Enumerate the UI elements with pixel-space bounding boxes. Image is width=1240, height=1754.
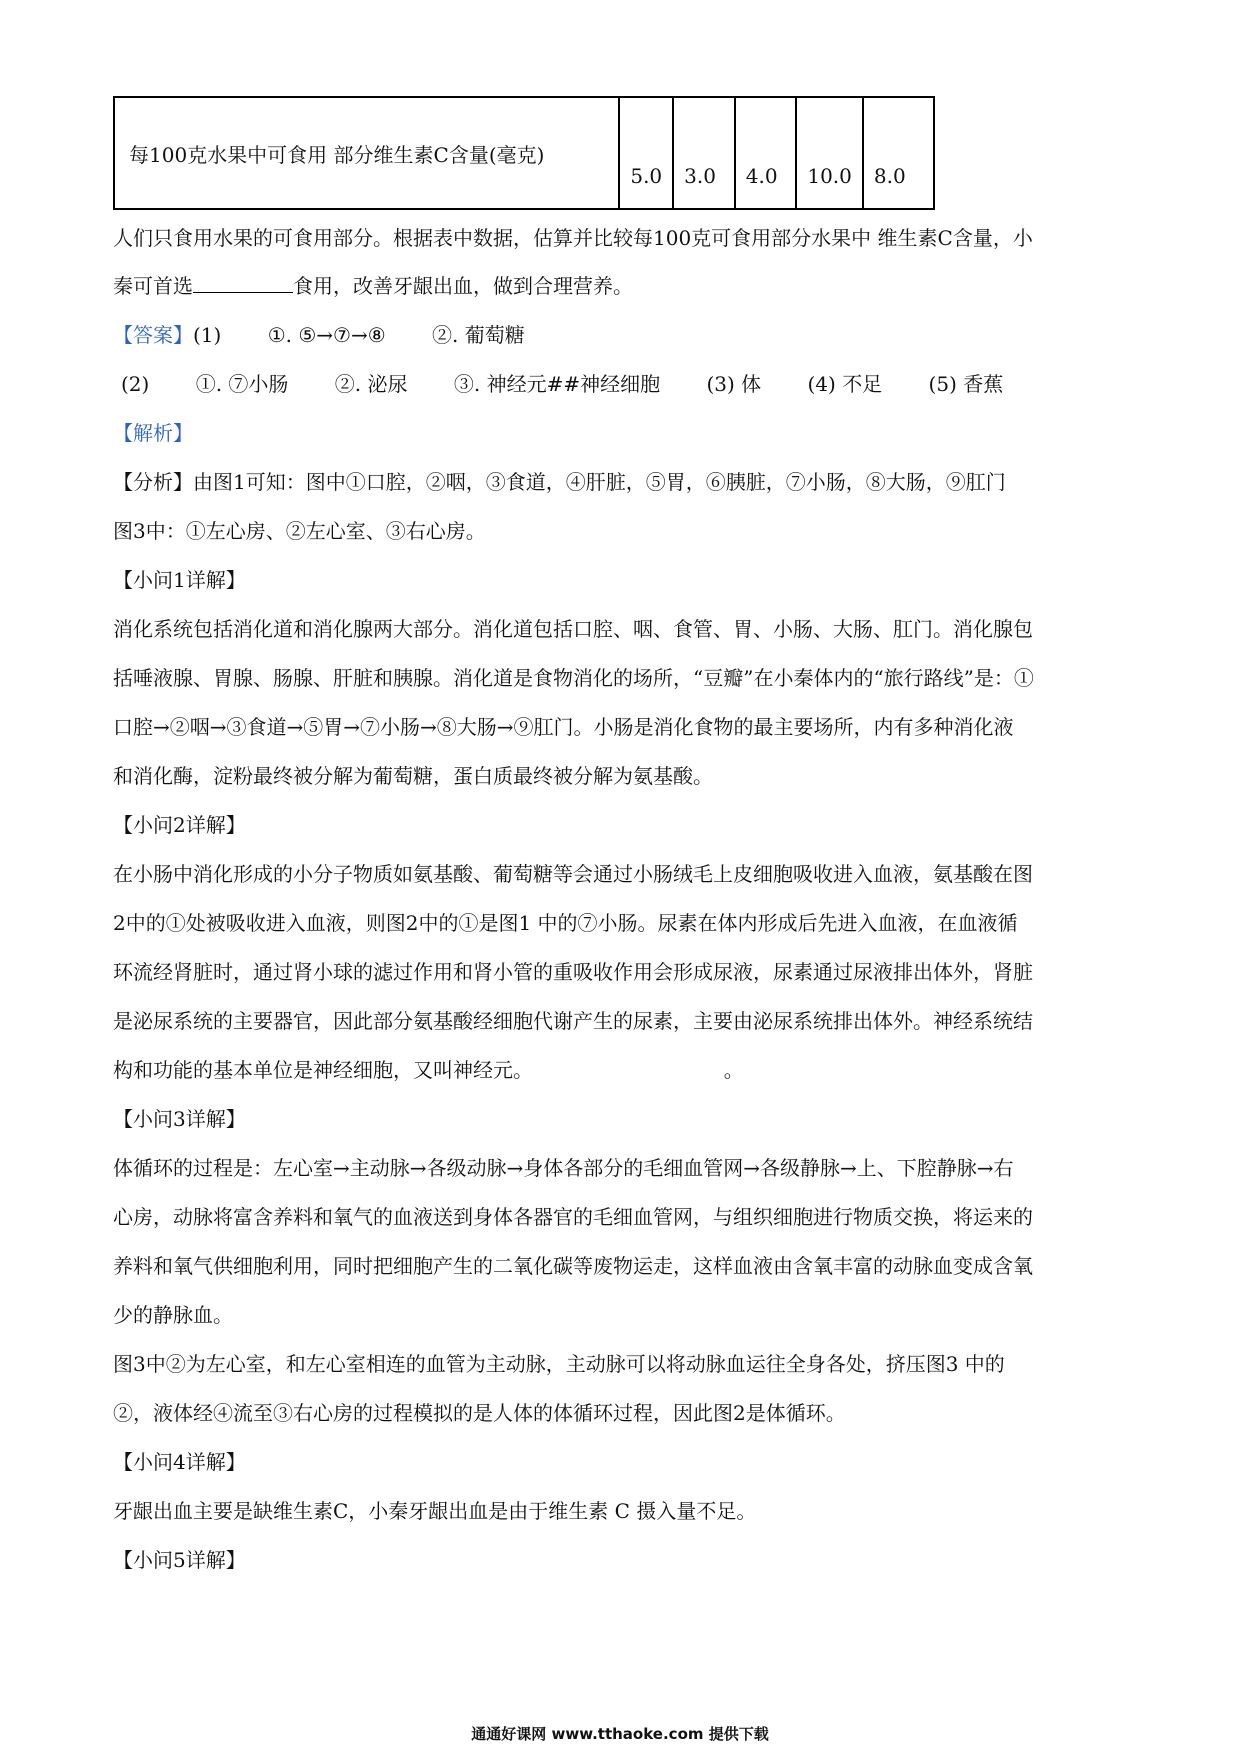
section-line: 体循环的过程是：左心室→主动脉→各级动脉→身体各部分的毛细血管网→各级静脉→上、下腔静脉→右 xyxy=(113,1156,1014,1180)
answer-item: (5) 香蕉 xyxy=(928,372,1004,396)
section-line: 和消化酶，淀粉最终被分解为葡萄糖，蛋白质最终被分解为氨基酸。 xyxy=(113,764,713,788)
question-text: 食用，改善牙龈出血，做到合理营养。 xyxy=(293,274,633,298)
question-text: 秦可首选 xyxy=(113,274,193,298)
analysis-tag: 【解析】 xyxy=(113,421,193,445)
question-line: 人们只食用水果的可食用部分。根据表中数据，估算并比较每100克可食用部分水果中 维生素C含量，小 xyxy=(113,226,1033,250)
section-line: 消化系统包括消化道和消化腺两大部分。消化道包括口腔、咽、食管、胃、小肠、大肠、肛门。消化腺包 xyxy=(113,617,1033,641)
table-cell-value: 8.0 xyxy=(863,97,934,209)
table-row-label: 每100克水果中可食用 部分维生素C含量(毫克) xyxy=(114,97,619,209)
table-cell-value: 4.0 xyxy=(735,97,797,209)
section-heading: 【小问3详解】 xyxy=(113,1107,246,1131)
section-line: 是泌尿系统的主要器官，因此部分氨基酸经细胞代谢产生的尿素，主要由泌尿系统排出体外。神经系统结 xyxy=(113,1009,1033,1033)
section-line: 心房，动脉将富含养料和氧气的血液送到身体各器官的毛细血管网，与组织细胞进行物质交换，将运来的 xyxy=(113,1205,1033,1229)
table-cell-value: 10.0 xyxy=(796,97,863,209)
answer-blank xyxy=(193,272,293,293)
section-line: 养料和氧气供细胞利用，同时把细胞产生的二氧化碳等废物运走，这样血液由含氧丰富的动脉血变成含氧 xyxy=(113,1254,1033,1278)
section-heading: 【小问4详解】 xyxy=(113,1450,246,1474)
answer-item: ①. ⑦小肠 xyxy=(195,372,289,396)
section-line: 在小肠中消化形成的小分子物质如氨基酸、葡萄糖等会通过小肠绒毛上皮细胞吸收进入血液，氨基酸在图 xyxy=(113,862,1033,886)
answer-item: (1) xyxy=(193,323,222,347)
analysis-line: 【分析】由图1可知：图中①口腔，②咽，③食道，④肝脏，⑤胃，⑥胰脏，⑦小肠，⑧大肠，⑨肛门 xyxy=(113,470,1006,494)
footer-watermark: 通通好课网 www.tthaoke.com 提供下载 xyxy=(471,1725,769,1743)
answer-row xyxy=(113,321,1133,349)
section-heading: 【小问2详解】 xyxy=(113,813,246,837)
vitamin-c-table xyxy=(113,96,935,210)
section-heading: 【小问1详解】 xyxy=(113,568,246,592)
section-line: 口腔→②咽→③食道→⑤胃→⑦小肠→⑧大肠→⑨肛门。小肠是消化食物的最主要场所，内有多种消化液 xyxy=(113,715,1014,739)
answer-item: ③. 神经元##神经细胞 xyxy=(453,372,661,396)
answer-item: (2) xyxy=(121,372,150,396)
answer-row xyxy=(113,370,1133,398)
answer-item: ②. 葡萄糖 xyxy=(432,323,525,347)
answer-item: (3) 体 xyxy=(706,372,762,396)
answer-item: ①. ⑤→⑦→⑧ xyxy=(267,323,386,347)
section-line: 构和功能的基本单位是神经细胞，又叫神经元。 。 xyxy=(113,1058,744,1082)
analysis-line: 图3中：①左心房、②左心室、③右心房。 xyxy=(113,519,486,543)
section-line: 图3中②为左心室，和左心室相连的血管为主动脉，主动脉可以将动脉血运往全身各处，挤压图3 中的 xyxy=(113,1352,1005,1376)
section-line: 少的静脉血。 xyxy=(113,1303,233,1327)
section-line: 牙龈出血主要是缺维生素C，小秦牙龈出血是由于维生素 C 摄入量不足。 xyxy=(113,1499,757,1523)
answer-tag: 【答案】 xyxy=(113,323,193,347)
table-row xyxy=(114,97,934,209)
section-heading: 【小问5详解】 xyxy=(113,1548,246,1572)
section-line: ②，液体经④流至③右心房的过程模拟的是人体的体循环过程，因此图2是体循环。 xyxy=(113,1401,846,1425)
question-line xyxy=(113,272,1133,300)
answer-item: ②. 泌尿 xyxy=(334,372,408,396)
section-line: 括唾液腺、胃腺、肠腺、肝脏和胰腺。消化道是食物消化的场所，“豆瓣”在小秦体内的“旅行路线”是：① xyxy=(113,666,1034,690)
section-line: 环流经肾脏时，通过肾小球的滤过作用和肾小管的重吸收作用会形成尿液，尿素通过尿液排出体外，肾脏 xyxy=(113,960,1033,984)
answer-item: (4) 不足 xyxy=(807,372,883,396)
table-cell-value: 5.0 xyxy=(619,97,673,209)
table-cell-value: 3.0 xyxy=(673,97,735,209)
section-line: 2中的①处被吸收进入血液，则图2中的①是图1 中的⑦小肠。尿素在体内形成后先进入血液，在血液循 xyxy=(113,911,1018,935)
